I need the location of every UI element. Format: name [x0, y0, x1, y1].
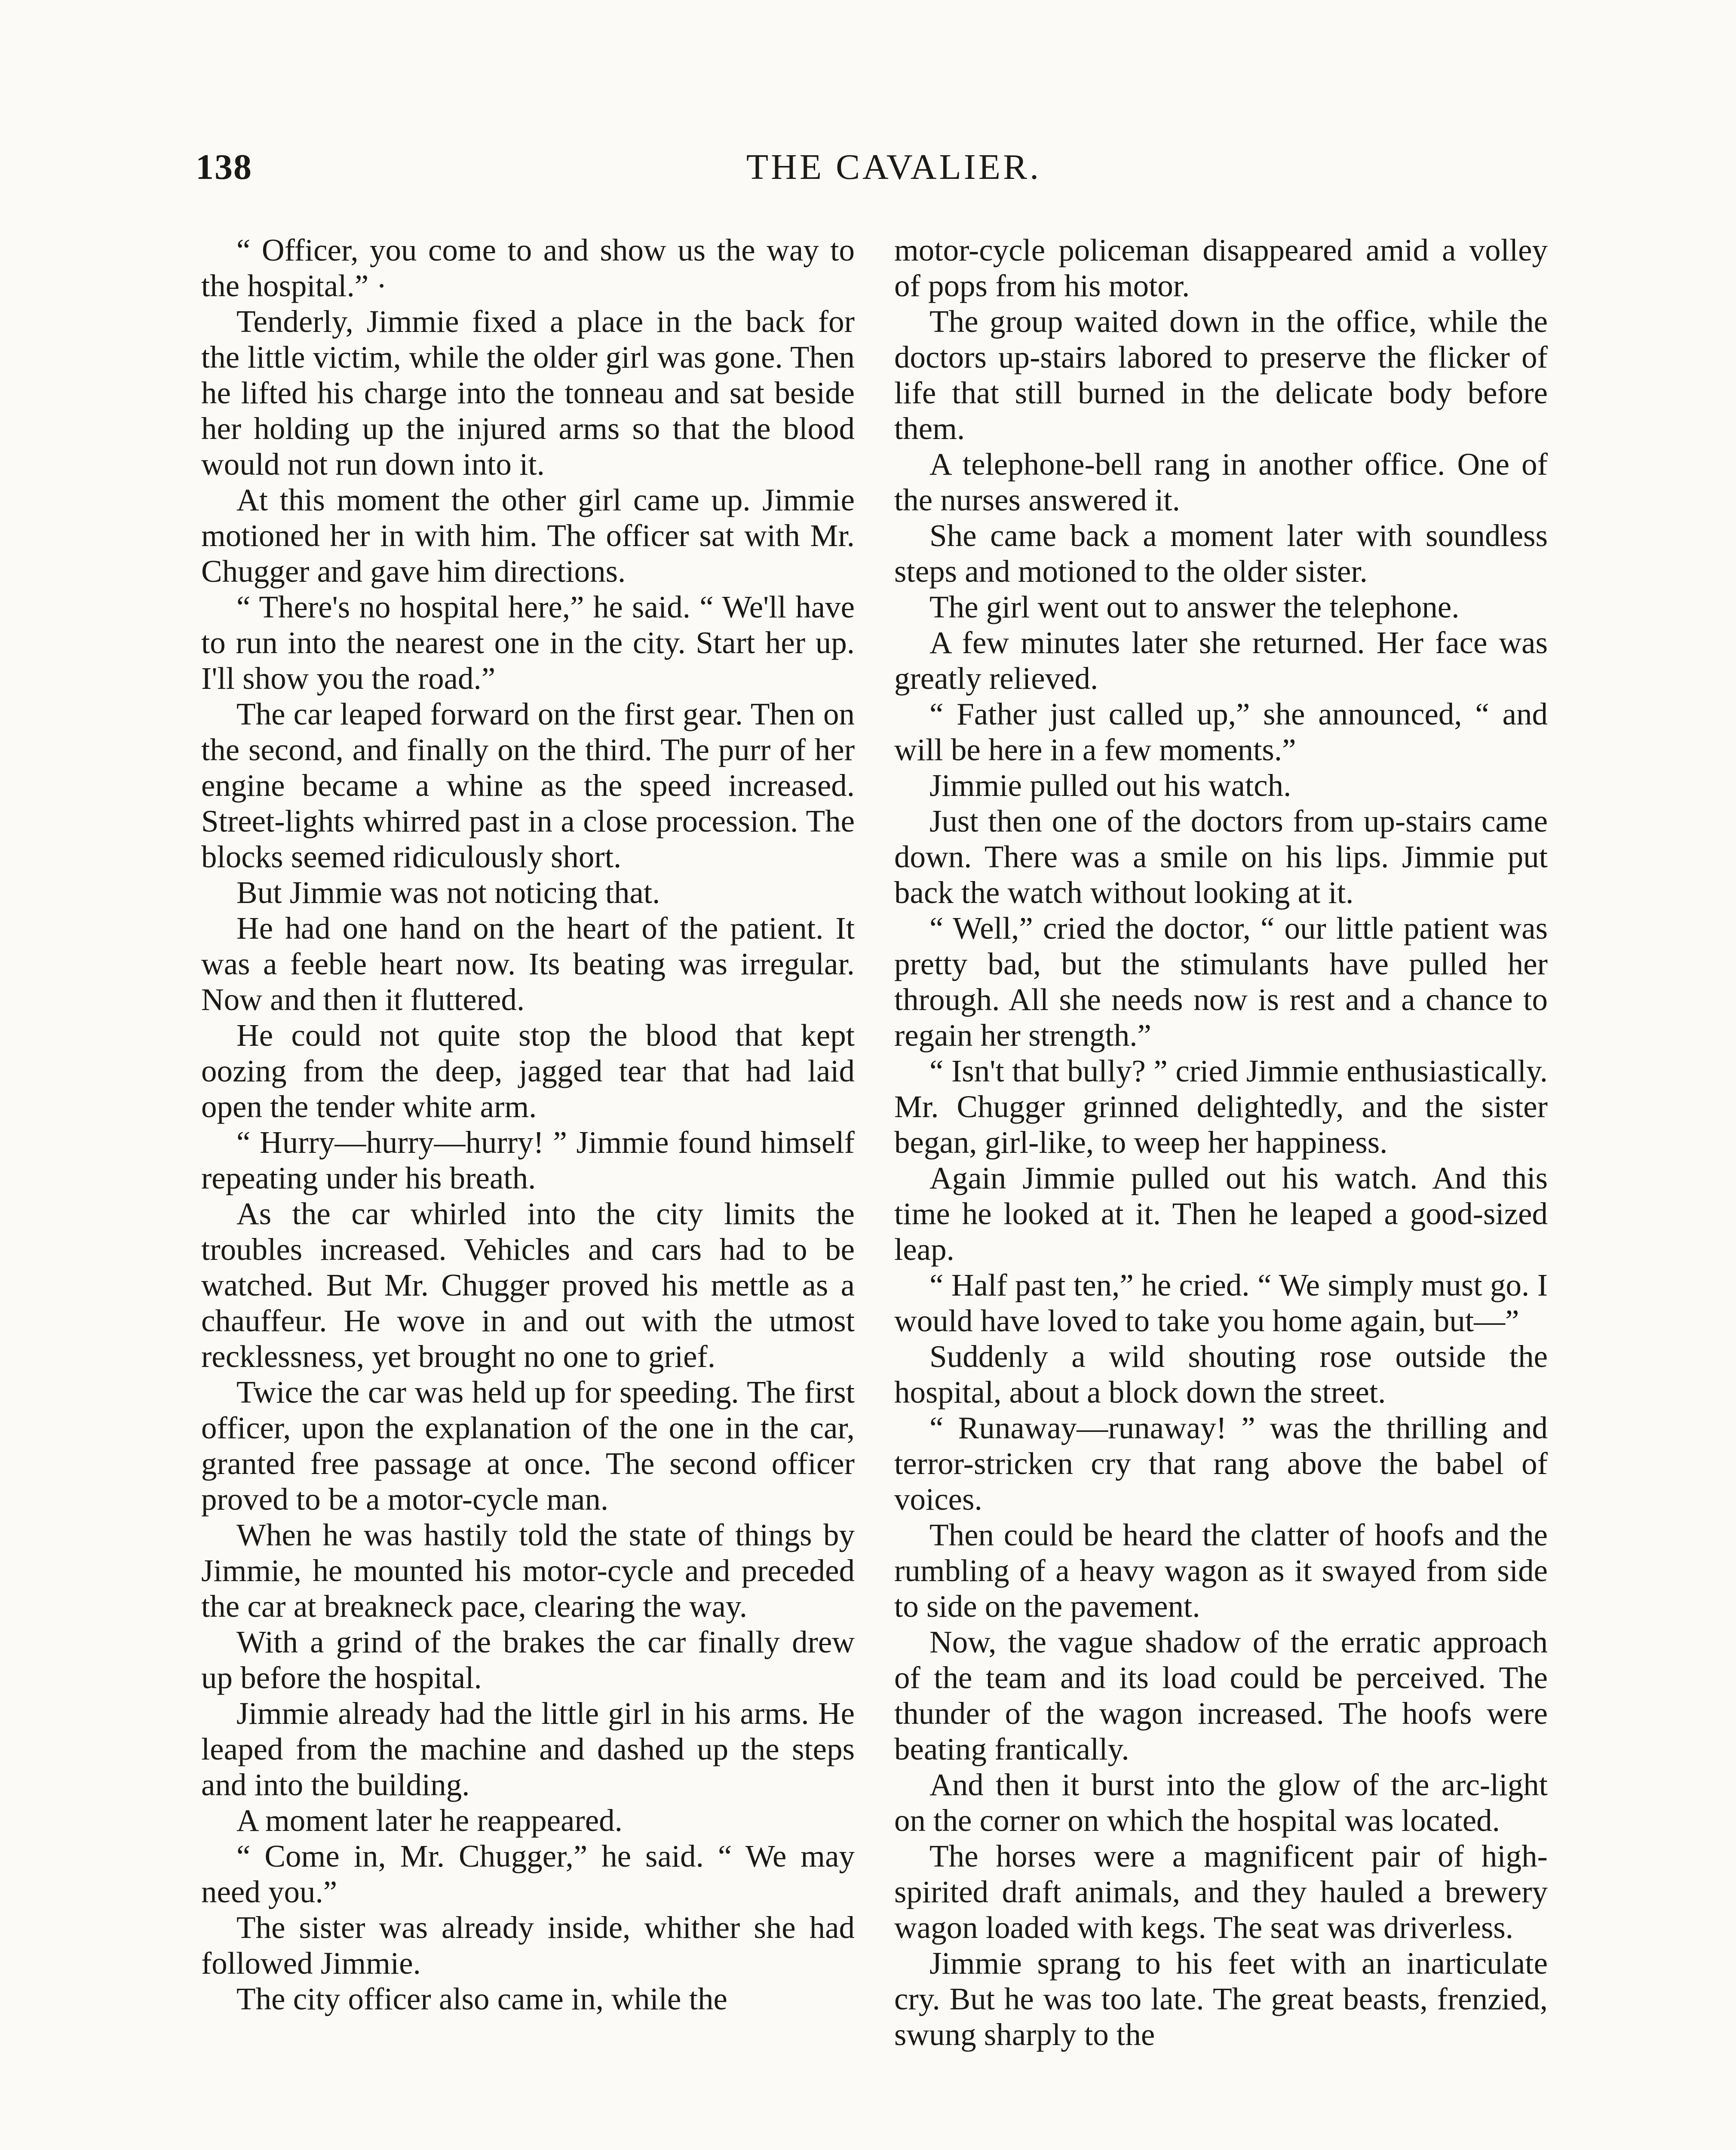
- paragraph: “ Half past ten,” he cried. “ We simply must go. I would have loved to take you home again, but—”: [894, 1268, 1548, 1338]
- paragraph: Twice the car was held up for speeding. The first officer, upon the explanation of the one in the car, granted free passage at once. The second officer proved to be a motor-cycle man.: [201, 1375, 855, 1517]
- paragraph: A telephone-bell rang in another office. One of the nurses answered it.: [894, 447, 1548, 517]
- paragraph: The city officer also came in, while the: [236, 1981, 727, 2016]
- paragraph: Jimmie already had the little girl in his arms. He leaped from the machine and dashed up the steps and into the building.: [201, 1696, 855, 1802]
- paragraph: Then could be heard the clatter of hoofs and the rumbling of a heavy wagon as it swayed from side to side on the pavement.: [894, 1517, 1548, 1624]
- left-column: [201, 232, 855, 2017]
- paragraph: Jimmie pulled out his watch.: [929, 768, 1291, 803]
- paragraph: “ Well,” cried the doctor, “ our little patient was pretty bad, but the stimulants have pulled her through. All she needs now is rest and a chance to regain her strength.”: [894, 911, 1548, 1053]
- page-number: 138: [196, 147, 252, 187]
- paragraph: “ Isn't that bully? ” cried Jimmie enthusiastically. Mr. Chugger grinned delightedly, and the sister began, girl-like, to weep her happiness.: [894, 1054, 1548, 1160]
- paragraph: The sister was already inside, whither she had followed Jimmie.: [201, 1910, 855, 1981]
- paragraph: The group waited down in the office, while the doctors up-stairs labored to preserve the flicker of life that still burned in the delicate body before them.: [894, 304, 1548, 446]
- running-title: THE CAVALIER.: [746, 147, 1042, 187]
- paragraph: “ Officer, you come to and show us the way to the hospital.” ·: [201, 233, 855, 303]
- paragraph: Just then one of the doctors from up-stairs came down. There was a smile on his lips. Jimmie put back the watch without looking at it.: [894, 804, 1548, 910]
- paragraph: He could not quite stop the blood that kept oozing from the deep, jagged tear that had laid open the tender white arm.: [201, 1018, 855, 1124]
- paragraph: A few minutes later she returned. Her face was greatly relieved.: [894, 625, 1548, 696]
- paragraph: As the car whirled into the city limits the troubles increased. Vehicles and cars had to be watched. But Mr. Chugger proved his mettle as a chauffeur. He wove in and out with the utmost recklessness, yet brought no one to grief.: [201, 1196, 855, 1374]
- paragraph: “ Runaway—runaway! ” was the thrilling and terror-stricken cry that rang above the babel of voices.: [894, 1410, 1548, 1517]
- paragraph: With a grind of the brakes the car finally drew up before the hospital.: [201, 1625, 855, 1695]
- paragraph: When he was hastily told the state of things by Jimmie, he mounted his motor-cycle and preceded the car at breakneck pace, clearing the way.: [201, 1517, 855, 1624]
- paragraph: The car leaped forward on the first gear. Then on the second, and finally on the third. The purr of her engine became a whine as the speed increased. Street-lights whirred past in a close procession. The blocks seemed ridiculously short.: [201, 697, 855, 874]
- paragraph-continued: motor-cycle policeman disappeared amid a volley of pops from his motor.: [894, 233, 1548, 303]
- paragraph: He had one hand on the heart of the patient. It was a feeble heart now. Its beating was irregular. Now and then it fluttered.: [201, 911, 855, 1017]
- paragraph: “ Come in, Mr. Chugger,” he said. “ We may need you.”: [201, 1839, 855, 1909]
- paragraph: “ Father just called up,” she announced, “ and will be here in a few moments.”: [894, 697, 1548, 767]
- paragraph: Jimmie sprang to his feet with an inarticulate cry. But he was too late. The great beasts, frenzied, swung sharply to the: [894, 1946, 1548, 2052]
- paragraph: Now, the vague shadow of the erratic approach of the team and its load could be perceived. The thunder of the wagon increased. The hoofs were beating frantically.: [894, 1625, 1548, 1766]
- paragraph: Suddenly a wild shouting rose outside the hospital, about a block down the street.: [894, 1339, 1548, 1410]
- paragraph: A moment later he reappeared.: [236, 1803, 623, 1838]
- paragraph: At this moment the other girl came up. Jimmie motioned her in with him. The officer sat with Mr. Chugger and gave him directions.: [201, 482, 855, 589]
- paragraph: The horses were a magnificent pair of high-spirited draft animals, and they hauled a brewery wagon loaded with kegs. The seat was driverless.: [894, 1839, 1548, 1945]
- paragraph: She came back a moment later with soundless steps and motioned to the older sister.: [894, 518, 1548, 589]
- paragraph: Tenderly, Jimmie fixed a place in the back for the little victim, while the older girl was gone. Then he lifted his charge into the tonneau and sat beside her holding up the injured arms so that the blood would not run down into it.: [201, 304, 855, 482]
- paragraph: And then it burst into the glow of the arc-light on the corner on which the hospital was located.: [894, 1767, 1548, 1838]
- paragraph: “ There's no hospital here,” he said. “ We'll have to run into the nearest one in the city. Start her up. I'll show you the road.”: [201, 590, 855, 696]
- paragraph: “ Hurry—hurry—hurry! ” Jimmie found himself repeating under his breath.: [201, 1125, 855, 1195]
- paragraph: The girl went out to answer the telephone.: [929, 590, 1460, 624]
- paragraph: But Jimmie was not noticing that.: [236, 875, 660, 910]
- paragraph: Again Jimmie pulled out his watch. And this time he looked at it. Then he leaped a good-sized leap.: [894, 1161, 1548, 1267]
- right-column: [894, 232, 1548, 2052]
